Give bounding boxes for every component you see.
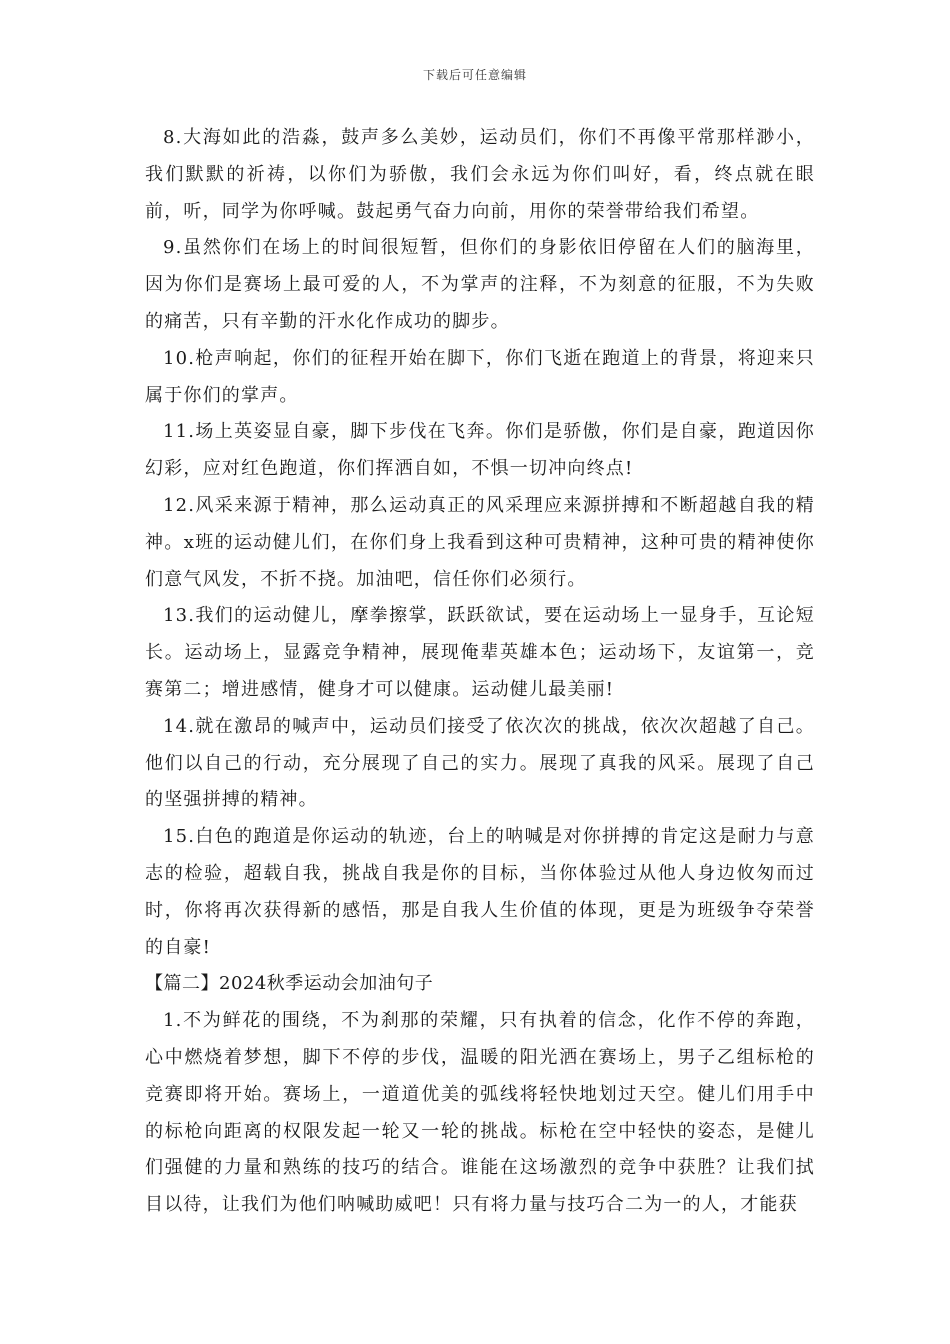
paragraph-8: 8.大海如此的浩淼，鼓声多么美妙，运动员们，你们不再像平常那样渺小，我们默默的祈祷，以你们为骄傲，我们会永远为你们叫好，看，终点就在眼前，听，同学为你呼喊。鼓起勇气奋力向前，用你的荣誉带给我们希望。: [145, 127, 815, 222]
page-header: 下载后可任意编辑: [422, 68, 527, 82]
paragraph-10: 10.枪声响起，你们的征程开始在脚下，你们飞逝在跑道上的背景，将迎来只属于你们的掌声。: [145, 347, 815, 406]
paragraph-13: 13.我们的运动健儿，摩拳擦掌，跃跃欲试，要在运动场上一显身手，互论短长。运动场上，显露竞争精神，展现俺辈英雄本色；运动场下，友谊第一，竞赛第二；增进感情，健身才可以健康。运动健儿最美丽!: [145, 605, 815, 700]
paragraph-14: 14.就在激昂的喊声中，运动员们接受了依次次的挑战，依次次超越了自己。他们以自己的行动，充分展现了自己的实力。展现了真我的风采。展现了自己的坚强拼搏的精神。: [145, 715, 815, 811]
paragraph-15: 15.白色的跑道是你运动的轨迹，台上的呐喊是对你拼搏的肯定这是耐力与意志的检验，超载自我，挑战自我是你的目标，当你体验过从他人身边攸匆而过时，你将再次获得新的感悟，那是自我人生价值的体现，更是为班级争夺荣誉的自豪!: [145, 826, 815, 958]
document-body: [145, 120, 815, 1224]
paragraph-9: 9.虽然你们在场上的时间很短暂，但你们的身影依旧停留在人们的脑海里，因为你们是赛场上最可爱的人，不为掌声的注释，不为刻意的征服，不为失败的痛苦，只有辛勤的汗水化作成功的脚步。: [145, 237, 815, 332]
section-title: 【篇二】2024秋季运动会加油句子: [145, 973, 434, 995]
section-paragraph-1: 1.不为鲜花的围绕，不为刹那的荣耀，只有执着的信念，化作不停的奔跑，心中燃烧着梦想，脚下不停的步伐，温暖的阳光洒在赛场上，男子乙组标枪的竞赛即将开始。赛场上，一道道优美的弧线将轻快地划过天空。健儿们用手中的标枪向距离的权限发起一轮又一轮的挑战。标枪在空中轻快的姿态，是健儿们强健的力量和熟练的技巧的结合。谁能在这场激烈的竞争中获胜？让我们拭目以待，让我们为他们呐喊助威吧！只有将力量与技巧合二为一的人，才能获: [145, 1010, 815, 1216]
paragraph-12: 12.风采来源于精神，那么运动真正的风采理应来源拼搏和不断超越自我的精神。x班的运动健儿们，在你们身上我看到这种可贵精神，这种可贵的精神使你们意气风发，不折不挠。加油吧，信任你们必须行。: [145, 494, 815, 590]
paragraph-11: 11.场上英姿显自豪，脚下步伐在飞奔。你们是骄傲，你们是自豪，跑道因你幻彩，应对红色跑道，你们挥洒自如，不惧一切冲向终点!: [145, 421, 815, 480]
